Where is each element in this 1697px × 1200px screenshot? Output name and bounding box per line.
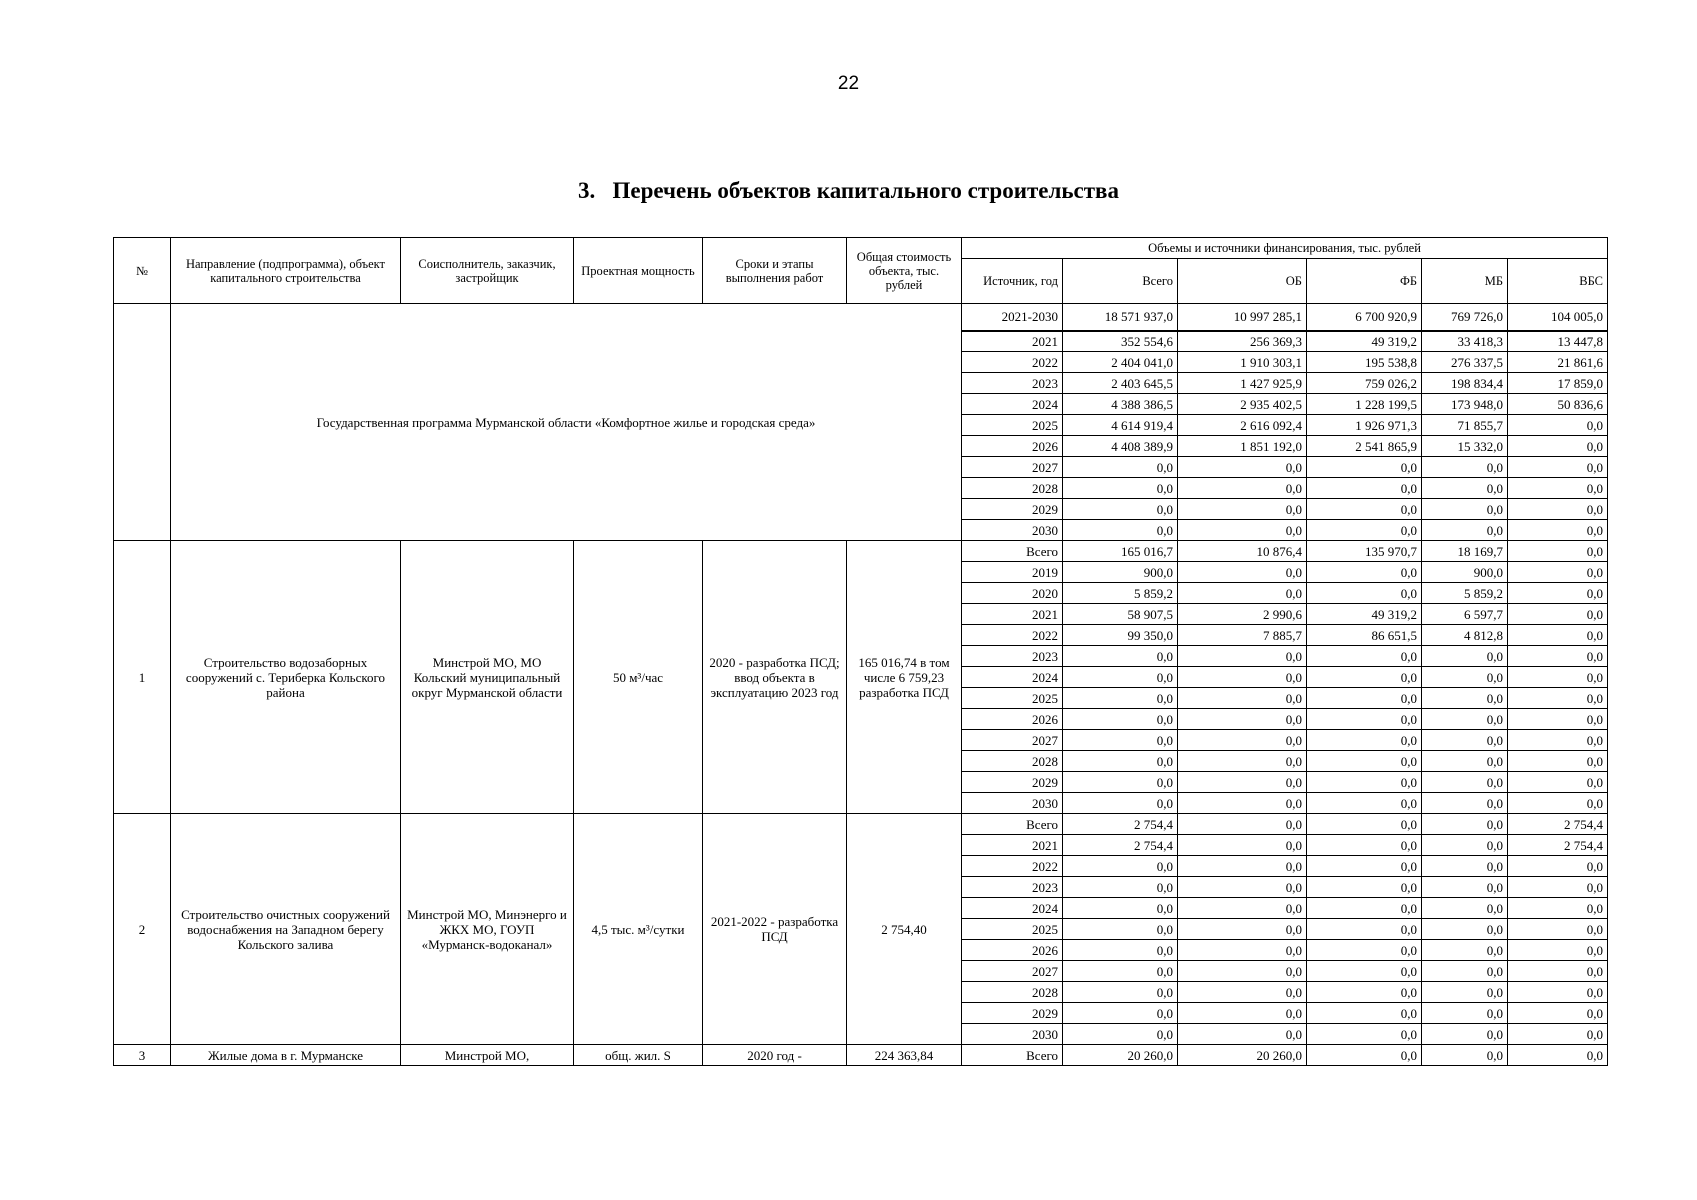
source-year: 2027 xyxy=(962,961,1063,982)
amount-vbs: 0,0 xyxy=(1508,688,1608,709)
amount-mb: 71 855,7 xyxy=(1422,415,1508,436)
coexecutor: Минстрой МО, xyxy=(401,1045,574,1066)
amount-ob: 1 851 192,0 xyxy=(1178,436,1307,457)
amount-total: 20 260,0 xyxy=(1063,1045,1178,1066)
source-year: 2026 xyxy=(962,436,1063,457)
amount-mb: 0,0 xyxy=(1422,520,1508,541)
header-vbs: ВБС xyxy=(1508,259,1608,304)
amount-vbs: 21 861,6 xyxy=(1508,352,1608,373)
header-timeline: Сроки и этапы выполнения работ xyxy=(703,238,847,304)
amount-mb: 15 332,0 xyxy=(1422,436,1508,457)
capacity: 50 м³/час xyxy=(574,541,703,814)
total-cost: 224 363,84 xyxy=(847,1045,962,1066)
header-total: Всего xyxy=(1063,259,1178,304)
coexecutor: Минстрой МО, Минэнерго и ЖКХ МО, ГОУП «Мурманск-водоканал» xyxy=(401,814,574,1045)
amount-mb: 0,0 xyxy=(1422,667,1508,688)
source-year: 2024 xyxy=(962,898,1063,919)
amount-total: 0,0 xyxy=(1063,1024,1178,1045)
table-body xyxy=(114,304,1608,1066)
amount-mb: 33 418,3 xyxy=(1422,331,1508,352)
total-cost: 165 016,74 в том числе 6 759,23 разработка ПСД xyxy=(847,541,962,814)
amount-fb: 0,0 xyxy=(1307,457,1422,478)
amount-mb: 173 948,0 xyxy=(1422,394,1508,415)
amount-vbs: 13 447,8 xyxy=(1508,331,1608,352)
source-year: 2020 xyxy=(962,583,1063,604)
amount-ob: 0,0 xyxy=(1178,1003,1307,1024)
source-year: 2025 xyxy=(962,688,1063,709)
row-number: 3 xyxy=(114,1045,171,1066)
amount-total: 58 907,5 xyxy=(1063,604,1178,625)
amount-vbs: 0,0 xyxy=(1508,856,1608,877)
amount-fb: 0,0 xyxy=(1307,877,1422,898)
amount-ob: 0,0 xyxy=(1178,982,1307,1003)
amount-mb: 0,0 xyxy=(1422,457,1508,478)
amount-vbs: 0,0 xyxy=(1508,436,1608,457)
amount-fb: 0,0 xyxy=(1307,751,1422,772)
amount-fb: 0,0 xyxy=(1307,478,1422,499)
amount-vbs: 2 754,4 xyxy=(1508,835,1608,856)
header-mb: МБ xyxy=(1422,259,1508,304)
amount-vbs: 0,0 xyxy=(1508,520,1608,541)
amount-total: 2 754,4 xyxy=(1063,814,1178,835)
amount-total: 5 859,2 xyxy=(1063,583,1178,604)
amount-vbs: 0,0 xyxy=(1508,772,1608,793)
amount-mb: 0,0 xyxy=(1422,961,1508,982)
source-year: 2024 xyxy=(962,394,1063,415)
amount-mb: 0,0 xyxy=(1422,856,1508,877)
amount-total: 2 754,4 xyxy=(1063,835,1178,856)
amount-fb: 0,0 xyxy=(1307,793,1422,814)
amount-vbs: 17 859,0 xyxy=(1508,373,1608,394)
source-year: 2021 xyxy=(962,835,1063,856)
amount-total: 4 388 386,5 xyxy=(1063,394,1178,415)
table-row xyxy=(114,1045,1608,1066)
amount-fb: 0,0 xyxy=(1307,583,1422,604)
amount-vbs: 104 005,0 xyxy=(1508,304,1608,331)
amount-vbs: 0,0 xyxy=(1508,751,1608,772)
amount-mb: 0,0 xyxy=(1422,478,1508,499)
amount-total: 0,0 xyxy=(1063,919,1178,940)
amount-total: 2 403 645,5 xyxy=(1063,373,1178,394)
row-number: 1 xyxy=(114,541,171,814)
amount-ob: 0,0 xyxy=(1178,751,1307,772)
amount-ob: 0,0 xyxy=(1178,793,1307,814)
amount-mb: 0,0 xyxy=(1422,1045,1508,1066)
amount-ob: 0,0 xyxy=(1178,730,1307,751)
amount-ob: 0,0 xyxy=(1178,520,1307,541)
coexecutor: Минстрой МО, МО Кольский муниципальный округ Мурманской области xyxy=(401,541,574,814)
amount-fb: 49 319,2 xyxy=(1307,331,1422,352)
amount-fb: 49 319,2 xyxy=(1307,604,1422,625)
source-year: 2028 xyxy=(962,751,1063,772)
amount-fb: 86 651,5 xyxy=(1307,625,1422,646)
amount-ob: 2 616 092,4 xyxy=(1178,415,1307,436)
amount-vbs: 0,0 xyxy=(1508,793,1608,814)
amount-mb: 0,0 xyxy=(1422,709,1508,730)
source-year: 2022 xyxy=(962,625,1063,646)
table-row xyxy=(114,541,1608,562)
source-year: 2022 xyxy=(962,856,1063,877)
amount-vbs: 0,0 xyxy=(1508,646,1608,667)
amount-vbs: 0,0 xyxy=(1508,415,1608,436)
amount-total: 0,0 xyxy=(1063,457,1178,478)
amount-fb: 0,0 xyxy=(1307,814,1422,835)
amount-total: 0,0 xyxy=(1063,940,1178,961)
table-row xyxy=(114,304,1608,331)
amount-ob: 0,0 xyxy=(1178,835,1307,856)
amount-fb: 0,0 xyxy=(1307,919,1422,940)
amount-mb: 0,0 xyxy=(1422,835,1508,856)
amount-ob: 0,0 xyxy=(1178,814,1307,835)
table-row xyxy=(114,814,1608,835)
amount-mb: 4 812,8 xyxy=(1422,625,1508,646)
amount-vbs: 0,0 xyxy=(1508,940,1608,961)
source-year: 2028 xyxy=(962,478,1063,499)
amount-total: 900,0 xyxy=(1063,562,1178,583)
amount-ob: 7 885,7 xyxy=(1178,625,1307,646)
source-year: 2029 xyxy=(962,772,1063,793)
amount-vbs: 0,0 xyxy=(1508,1045,1608,1066)
amount-fb: 0,0 xyxy=(1307,646,1422,667)
header-num: № xyxy=(114,238,171,304)
amount-ob: 1 910 303,1 xyxy=(1178,352,1307,373)
amount-mb: 0,0 xyxy=(1422,814,1508,835)
source-year: 2028 xyxy=(962,982,1063,1003)
source-year: 2021 xyxy=(962,604,1063,625)
amount-ob: 0,0 xyxy=(1178,877,1307,898)
amount-vbs: 2 754,4 xyxy=(1508,814,1608,835)
source-year: 2021 xyxy=(962,331,1063,352)
amount-vbs: 0,0 xyxy=(1508,1024,1608,1045)
amount-vbs: 0,0 xyxy=(1508,898,1608,919)
source-year: 2027 xyxy=(962,457,1063,478)
amount-ob: 1 427 925,9 xyxy=(1178,373,1307,394)
amount-total: 0,0 xyxy=(1063,730,1178,751)
amount-total: 0,0 xyxy=(1063,709,1178,730)
amount-total: 4 408 389,9 xyxy=(1063,436,1178,457)
amount-mb: 769 726,0 xyxy=(1422,304,1508,331)
amount-ob: 0,0 xyxy=(1178,1024,1307,1045)
amount-fb: 0,0 xyxy=(1307,709,1422,730)
total-cost: 2 754,40 xyxy=(847,814,962,1045)
source-year: 2026 xyxy=(962,709,1063,730)
amount-ob: 0,0 xyxy=(1178,646,1307,667)
amount-mb: 0,0 xyxy=(1422,730,1508,751)
capacity: общ. жил. S xyxy=(574,1045,703,1066)
amount-vbs: 50 836,6 xyxy=(1508,394,1608,415)
amount-vbs: 0,0 xyxy=(1508,730,1608,751)
amount-total: 0,0 xyxy=(1063,856,1178,877)
amount-mb: 0,0 xyxy=(1422,793,1508,814)
capital-construction-table xyxy=(113,237,1608,1066)
amount-mb: 0,0 xyxy=(1422,688,1508,709)
source-year: 2029 xyxy=(962,1003,1063,1024)
amount-mb: 0,0 xyxy=(1422,772,1508,793)
amount-total: 0,0 xyxy=(1063,499,1178,520)
amount-mb: 0,0 xyxy=(1422,646,1508,667)
amount-fb: 1 228 199,5 xyxy=(1307,394,1422,415)
amount-vbs: 0,0 xyxy=(1508,877,1608,898)
amount-vbs: 0,0 xyxy=(1508,562,1608,583)
source-year: Всего xyxy=(962,814,1063,835)
amount-mb: 0,0 xyxy=(1422,940,1508,961)
amount-total: 0,0 xyxy=(1063,982,1178,1003)
amount-mb: 5 859,2 xyxy=(1422,583,1508,604)
program-name: Государственная программа Мурманской области «Комфортное жилье и городская среда» xyxy=(171,304,962,541)
object-name: Строительство очистных сооружений водоснабжения на Западном берегу Кольского залива xyxy=(171,814,401,1045)
source-year: 2027 xyxy=(962,730,1063,751)
amount-ob: 0,0 xyxy=(1178,709,1307,730)
amount-ob: 0,0 xyxy=(1178,667,1307,688)
amount-ob: 2 935 402,5 xyxy=(1178,394,1307,415)
amount-fb: 0,0 xyxy=(1307,835,1422,856)
amount-ob: 0,0 xyxy=(1178,478,1307,499)
source-year: 2021-2030 xyxy=(962,304,1063,331)
row-number xyxy=(114,304,171,541)
source-year: 2029 xyxy=(962,499,1063,520)
source-year: Всего xyxy=(962,541,1063,562)
amount-mb: 18 169,7 xyxy=(1422,541,1508,562)
amount-ob: 10 997 285,1 xyxy=(1178,304,1307,331)
amount-ob: 10 876,4 xyxy=(1178,541,1307,562)
header-financing: Объемы и источники финансирования, тыс. рублей xyxy=(962,238,1608,259)
amount-ob: 0,0 xyxy=(1178,919,1307,940)
amount-vbs: 0,0 xyxy=(1508,625,1608,646)
source-year: 2023 xyxy=(962,373,1063,394)
amount-total: 352 554,6 xyxy=(1063,331,1178,352)
amount-vbs: 0,0 xyxy=(1508,499,1608,520)
amount-fb: 1 926 971,3 xyxy=(1307,415,1422,436)
amount-vbs: 0,0 xyxy=(1508,667,1608,688)
amount-fb: 135 970,7 xyxy=(1307,541,1422,562)
amount-mb: 0,0 xyxy=(1422,751,1508,772)
page-number: 22 xyxy=(837,73,860,94)
amount-fb: 0,0 xyxy=(1307,1024,1422,1045)
amount-mb: 0,0 xyxy=(1422,1003,1508,1024)
header-direction: Направление (подпрограмма), объект капитального строительства xyxy=(171,238,401,304)
amount-vbs: 0,0 xyxy=(1508,541,1608,562)
timeline: 2020 - разработка ПСД; ввод объекта в эксплуатацию 2023 год xyxy=(703,541,847,814)
amount-mb: 6 597,7 xyxy=(1422,604,1508,625)
amount-fb: 0,0 xyxy=(1307,898,1422,919)
source-year: 2026 xyxy=(962,940,1063,961)
amount-fb: 2 541 865,9 xyxy=(1307,436,1422,457)
amount-ob: 0,0 xyxy=(1178,562,1307,583)
amount-ob: 256 369,3 xyxy=(1178,331,1307,352)
amount-fb: 0,0 xyxy=(1307,961,1422,982)
amount-mb: 900,0 xyxy=(1422,562,1508,583)
amount-fb: 759 026,2 xyxy=(1307,373,1422,394)
amount-fb: 0,0 xyxy=(1307,1003,1422,1024)
amount-ob: 0,0 xyxy=(1178,961,1307,982)
source-year: 2019 xyxy=(962,562,1063,583)
source-year: Всего xyxy=(962,1045,1063,1066)
amount-vbs: 0,0 xyxy=(1508,919,1608,940)
amount-fb: 0,0 xyxy=(1307,940,1422,961)
amount-ob: 0,0 xyxy=(1178,457,1307,478)
amount-vbs: 0,0 xyxy=(1508,1003,1608,1024)
amount-total: 0,0 xyxy=(1063,898,1178,919)
amount-mb: 0,0 xyxy=(1422,877,1508,898)
timeline: 2021-2022 - разработка ПСД xyxy=(703,814,847,1045)
header-fb: ФБ xyxy=(1307,259,1422,304)
amount-fb: 0,0 xyxy=(1307,562,1422,583)
amount-vbs: 0,0 xyxy=(1508,583,1608,604)
amount-fb: 0,0 xyxy=(1307,667,1422,688)
amount-total: 0,0 xyxy=(1063,646,1178,667)
amount-ob: 0,0 xyxy=(1178,772,1307,793)
amount-ob: 2 990,6 xyxy=(1178,604,1307,625)
amount-mb: 198 834,4 xyxy=(1422,373,1508,394)
amount-ob: 0,0 xyxy=(1178,688,1307,709)
amount-mb: 0,0 xyxy=(1422,982,1508,1003)
amount-total: 0,0 xyxy=(1063,961,1178,982)
amount-total: 165 016,7 xyxy=(1063,541,1178,562)
amount-total: 2 404 041,0 xyxy=(1063,352,1178,373)
source-year: 2023 xyxy=(962,877,1063,898)
amount-total: 99 350,0 xyxy=(1063,625,1178,646)
timeline: 2020 год - xyxy=(703,1045,847,1066)
amount-fb: 0,0 xyxy=(1307,688,1422,709)
amount-vbs: 0,0 xyxy=(1508,604,1608,625)
amount-ob: 0,0 xyxy=(1178,499,1307,520)
amount-fb: 0,0 xyxy=(1307,520,1422,541)
source-year: 2025 xyxy=(962,919,1063,940)
amount-total: 0,0 xyxy=(1063,751,1178,772)
amount-mb: 276 337,5 xyxy=(1422,352,1508,373)
amount-fb: 0,0 xyxy=(1307,1045,1422,1066)
source-year: 2023 xyxy=(962,646,1063,667)
amount-total: 0,0 xyxy=(1063,478,1178,499)
amount-total: 18 571 937,0 xyxy=(1063,304,1178,331)
header-source-year: Источник, год xyxy=(962,259,1063,304)
source-year: 2030 xyxy=(962,520,1063,541)
source-year: 2030 xyxy=(962,793,1063,814)
amount-fb: 6 700 920,9 xyxy=(1307,304,1422,331)
amount-ob: 0,0 xyxy=(1178,898,1307,919)
amount-vbs: 0,0 xyxy=(1508,709,1608,730)
object-name: Строительство водозаборных сооружений с. Териберка Кольского района xyxy=(171,541,401,814)
amount-ob: 0,0 xyxy=(1178,856,1307,877)
amount-mb: 0,0 xyxy=(1422,499,1508,520)
amount-total: 0,0 xyxy=(1063,877,1178,898)
amount-total: 0,0 xyxy=(1063,667,1178,688)
amount-ob: 0,0 xyxy=(1178,583,1307,604)
amount-mb: 0,0 xyxy=(1422,919,1508,940)
amount-fb: 0,0 xyxy=(1307,772,1422,793)
header-ob: ОБ xyxy=(1178,259,1307,304)
capacity: 4,5 тыс. м³/сутки xyxy=(574,814,703,1045)
amount-total: 0,0 xyxy=(1063,793,1178,814)
amount-ob: 0,0 xyxy=(1178,940,1307,961)
amount-fb: 195 538,8 xyxy=(1307,352,1422,373)
amount-vbs: 0,0 xyxy=(1508,478,1608,499)
amount-total: 0,0 xyxy=(1063,772,1178,793)
amount-fb: 0,0 xyxy=(1307,730,1422,751)
amount-fb: 0,0 xyxy=(1307,856,1422,877)
amount-total: 0,0 xyxy=(1063,688,1178,709)
amount-vbs: 0,0 xyxy=(1508,457,1608,478)
amount-ob: 20 260,0 xyxy=(1178,1045,1307,1066)
amount-vbs: 0,0 xyxy=(1508,961,1608,982)
amount-total: 4 614 919,4 xyxy=(1063,415,1178,436)
source-year: 2030 xyxy=(962,1024,1063,1045)
amount-fb: 0,0 xyxy=(1307,982,1422,1003)
row-number: 2 xyxy=(114,814,171,1045)
source-year: 2022 xyxy=(962,352,1063,373)
header-coexecutor: Соисполнитель, заказчик, застройщик xyxy=(401,238,574,304)
header-capacity: Проектная мощность xyxy=(574,238,703,304)
amount-total: 0,0 xyxy=(1063,520,1178,541)
page-title: 3. Перечень объектов капитального строительства xyxy=(578,178,1119,203)
object-name: Жилые дома в г. Мурманске xyxy=(171,1045,401,1066)
amount-vbs: 0,0 xyxy=(1508,982,1608,1003)
source-year: 2024 xyxy=(962,667,1063,688)
amount-mb: 0,0 xyxy=(1422,898,1508,919)
amount-total: 0,0 xyxy=(1063,1003,1178,1024)
amount-fb: 0,0 xyxy=(1307,499,1422,520)
amount-mb: 0,0 xyxy=(1422,1024,1508,1045)
source-year: 2025 xyxy=(962,415,1063,436)
header-total-cost: Общая стоимость объекта, тыс. рублей xyxy=(847,238,962,304)
